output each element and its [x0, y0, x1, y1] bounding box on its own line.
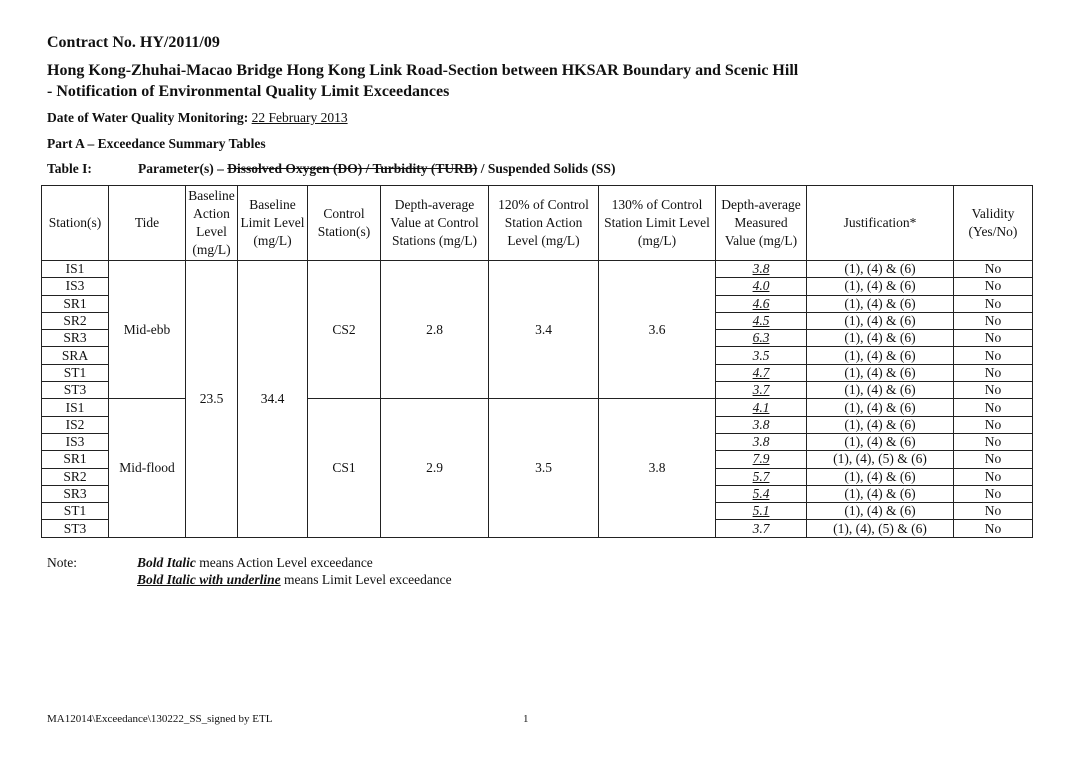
- measured-value-cell: 4.1: [716, 399, 807, 416]
- validity-cell: No: [954, 468, 1033, 485]
- justification-cell: (1), (4), (5) & (6): [807, 520, 954, 537]
- measured-value-cell: 3.8: [716, 261, 807, 278]
- header-120pct: 120% of Control Station Action Level (mg/L): [489, 186, 599, 261]
- station-cell: SRA: [42, 347, 109, 364]
- measured-value-cell: 4.0: [716, 278, 807, 295]
- page-number: 1: [523, 713, 529, 725]
- justification-cell: (1), (4), (5) & (6): [807, 451, 954, 468]
- justification-cell: (1), (4) & (6): [807, 278, 954, 295]
- validity-cell: No: [954, 347, 1033, 364]
- header-130pct: 130% of Control Station Limit Level (mg/L): [599, 186, 716, 261]
- justification-cell: (1), (4) & (6): [807, 485, 954, 502]
- validity-cell: No: [954, 295, 1033, 312]
- measured-value-cell: 7.9: [716, 451, 807, 468]
- baseline-action-cell: 23.5: [186, 261, 238, 538]
- justification-cell: (1), (4) & (6): [807, 261, 954, 278]
- measured-value-cell: 4.5: [716, 312, 807, 329]
- measured-value-cell: 3.7: [716, 520, 807, 537]
- measured-value-cell: 3.7: [716, 382, 807, 399]
- station-cell: SR3: [42, 330, 109, 347]
- header-station: Station(s): [42, 186, 109, 261]
- station-cell: SR3: [42, 485, 109, 502]
- part-heading: Part A – Exceedance Summary Tables: [47, 136, 266, 151]
- note-action-text: means Action Level exceedance: [195, 555, 373, 570]
- justification-cell: (1), (4) & (6): [807, 433, 954, 450]
- validity-cell: No: [954, 399, 1033, 416]
- header-validity: Validity (Yes/No): [954, 186, 1033, 261]
- footer-path: MA12014\Exceedance\130222_SS_signed by ETL: [47, 713, 273, 725]
- validity-cell: No: [954, 330, 1033, 347]
- limit-level-130-cell: 3.6: [599, 261, 716, 399]
- justification-cell: (1), (4) & (6): [807, 312, 954, 329]
- validity-cell: No: [954, 416, 1033, 433]
- header-baseline-limit: Baseline Limit Level (mg/L): [238, 186, 308, 261]
- document-title-line2: - Notification of Environmental Quality Limit Exceedances: [47, 83, 450, 100]
- justification-cell: (1), (4) & (6): [807, 330, 954, 347]
- validity-cell: No: [954, 433, 1033, 450]
- station-cell: IS2: [42, 416, 109, 433]
- station-cell: ST1: [42, 364, 109, 381]
- note-action-bold: Bold Italic: [137, 555, 196, 570]
- measured-value-cell: 3.8: [716, 433, 807, 450]
- station-cell: IS3: [42, 433, 109, 450]
- header-depth-avg-control: Depth-average Value at Control Stations (mg/L): [381, 186, 489, 261]
- station-cell: ST3: [42, 382, 109, 399]
- station-cell: ST1: [42, 503, 109, 520]
- justification-cell: (1), (4) & (6): [807, 295, 954, 312]
- measured-value-cell: 3.8: [716, 416, 807, 433]
- station-cell: SR2: [42, 468, 109, 485]
- table-label: Table I:: [47, 161, 92, 176]
- validity-cell: No: [954, 312, 1033, 329]
- action-level-120-cell: 3.5: [489, 399, 599, 537]
- action-level-120-cell: 3.4: [489, 261, 599, 399]
- note-limit-text: means Limit Level exceedance: [280, 572, 452, 587]
- header-control: Control Station(s): [308, 186, 381, 261]
- parameter-line: [138, 161, 615, 177]
- tide-cell: Mid-flood: [109, 399, 186, 537]
- parameter-prefix: Parameter(s) –: [138, 161, 224, 176]
- measured-value-cell: 3.5: [716, 347, 807, 364]
- measured-value-cell: 5.1: [716, 503, 807, 520]
- validity-cell: No: [954, 520, 1033, 537]
- date-value: 22 February 2013: [251, 110, 348, 125]
- justification-cell: (1), (4) & (6): [807, 503, 954, 520]
- note-label: Note:: [47, 555, 77, 570]
- document-title-line1: Hong Kong-Zhuhai-Macao Bridge Hong Kong Link Road-Section between HKSAR Boundary and Scenic Hill: [47, 62, 799, 79]
- station-cell: IS1: [42, 399, 109, 416]
- station-cell: IS1: [42, 261, 109, 278]
- tide-cell: Mid-ebb: [109, 261, 186, 399]
- validity-cell: No: [954, 364, 1033, 381]
- exceedance-table: [41, 185, 1033, 538]
- depth-avg-control-cell: 2.8: [381, 261, 489, 399]
- validity-cell: No: [954, 261, 1033, 278]
- justification-cell: (1), (4) & (6): [807, 347, 954, 364]
- measured-value-cell: 4.7: [716, 364, 807, 381]
- validity-cell: No: [954, 451, 1033, 468]
- header-measured: Depth-average Measured Value (mg/L): [716, 186, 807, 261]
- control-station-cell: CS2: [308, 261, 381, 399]
- header-justification: Justification*: [807, 186, 954, 261]
- validity-cell: No: [954, 382, 1033, 399]
- justification-cell: (1), (4) & (6): [807, 382, 954, 399]
- monitoring-date: [47, 110, 348, 126]
- contract-number: Contract No. HY/2011/09: [47, 34, 220, 51]
- justification-cell: (1), (4) & (6): [807, 416, 954, 433]
- justification-cell: (1), (4) & (6): [807, 399, 954, 416]
- justification-cell: (1), (4) & (6): [807, 364, 954, 381]
- note-action-level: [137, 555, 373, 571]
- table-row: [42, 261, 1033, 278]
- validity-cell: No: [954, 278, 1033, 295]
- limit-level-130-cell: 3.8: [599, 399, 716, 537]
- station-cell: SR1: [42, 451, 109, 468]
- parameter-suffix: / Suspended Solids (SS): [480, 161, 616, 176]
- table-header-row: [42, 186, 1033, 261]
- validity-cell: No: [954, 503, 1033, 520]
- header-baseline-action: Baseline Action Level (mg/L): [186, 186, 238, 261]
- depth-avg-control-cell: 2.9: [381, 399, 489, 537]
- station-cell: SR2: [42, 312, 109, 329]
- date-label: Date of Water Quality Monitoring:: [47, 110, 249, 125]
- justification-cell: (1), (4) & (6): [807, 468, 954, 485]
- note-limit-level: [137, 572, 452, 588]
- control-station-cell: CS1: [308, 399, 381, 537]
- station-cell: ST3: [42, 520, 109, 537]
- measured-value-cell: 6.3: [716, 330, 807, 347]
- parameter-struck: Dissolved Oxygen (DO) / Turbidity (TURB): [227, 161, 478, 176]
- baseline-limit-cell: 34.4: [238, 261, 308, 538]
- measured-value-cell: 5.4: [716, 485, 807, 502]
- station-cell: IS3: [42, 278, 109, 295]
- measured-value-cell: 4.6: [716, 295, 807, 312]
- measured-value-cell: 5.7: [716, 468, 807, 485]
- note-limit-bold: Bold Italic with underline: [137, 572, 281, 587]
- station-cell: SR1: [42, 295, 109, 312]
- validity-cell: No: [954, 485, 1033, 502]
- header-tide: Tide: [109, 186, 186, 261]
